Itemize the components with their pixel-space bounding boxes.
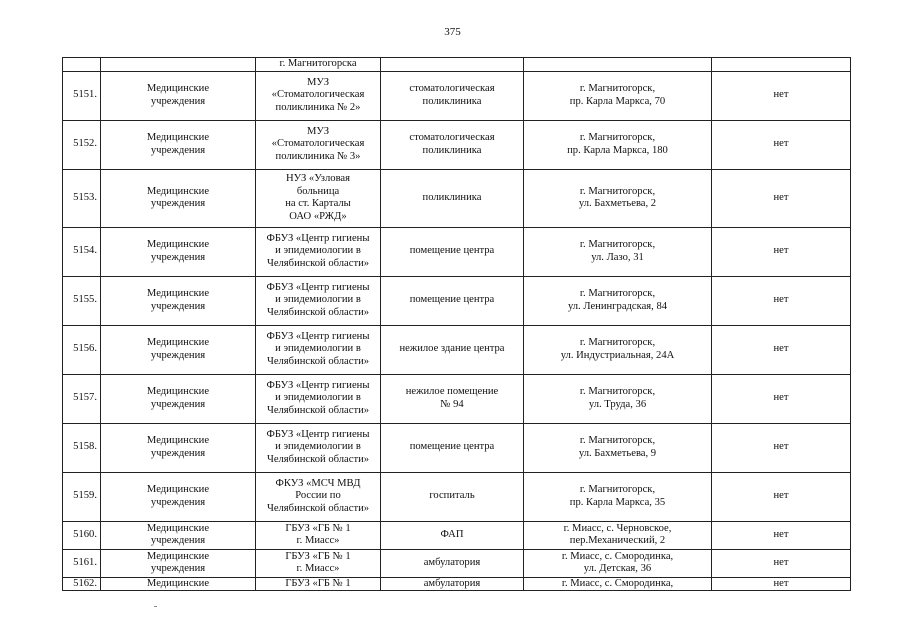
- address-cell: г. Миасс, с. Смородинка, ул. Детская, 36: [524, 549, 712, 577]
- note-cell: нет: [712, 549, 851, 577]
- note-cell: нет: [712, 227, 851, 276]
- category-cell: Медицинские учреждения: [101, 423, 256, 472]
- note-cell: нет: [712, 472, 851, 521]
- address-cell: [524, 58, 712, 72]
- row-number-cell: 5156.: [63, 325, 101, 374]
- organization-cell: ГБУЗ «ГБ № 1: [256, 577, 381, 591]
- organization-cell: ФБУЗ «Центр гигиены и эпидемиологии в Челябинской области»: [256, 423, 381, 472]
- category-cell: Медицинские учреждения: [101, 276, 256, 325]
- scan-speck: [154, 606, 157, 607]
- organization-cell: ГБУЗ «ГБ № 1 г. Миасс»: [256, 549, 381, 577]
- table-row: [63, 423, 851, 472]
- facility-type-cell: ФАП: [381, 521, 524, 549]
- table-row: [63, 521, 851, 549]
- address-cell: г. Магнитогорск, пр. Карла Маркса, 180: [524, 120, 712, 169]
- organization-cell: ФБУЗ «Центр гигиены и эпидемиологии в Челябинской области»: [256, 325, 381, 374]
- organization-cell: ГБУЗ «ГБ № 1 г. Миасс»: [256, 521, 381, 549]
- note-cell: нет: [712, 276, 851, 325]
- organization-cell: ФБУЗ «Центр гигиены и эпидемиологии в Челябинской области»: [256, 276, 381, 325]
- facility-type-cell: [381, 58, 524, 72]
- facility-type-cell: нежилое здание центра: [381, 325, 524, 374]
- note-cell: нет: [712, 169, 851, 227]
- organization-cell: МУЗ «Стоматологическая поликлиника № 3»: [256, 120, 381, 169]
- table-row: [63, 169, 851, 227]
- address-cell: г. Миасс, с. Смородинка,: [524, 577, 712, 591]
- table-row: [63, 71, 851, 120]
- organization-cell: МУЗ «Стоматологическая поликлиника № 2»: [256, 71, 381, 120]
- category-cell: Медицинские учреждения: [101, 374, 256, 423]
- table-row-continuation: [63, 58, 851, 72]
- note-cell: нет: [712, 325, 851, 374]
- row-number-cell: 5158.: [63, 423, 101, 472]
- organization-cell: ФБУЗ «Центр гигиены и эпидемиологии в Челябинской области»: [256, 227, 381, 276]
- address-cell: г. Магнитогорск, ул. Ленинградская, 84: [524, 276, 712, 325]
- category-cell: [101, 58, 256, 72]
- row-number-cell: 5157.: [63, 374, 101, 423]
- facility-type-cell: амбулатория: [381, 549, 524, 577]
- table-row: [63, 276, 851, 325]
- note-cell: нет: [712, 577, 851, 591]
- registry-table: [62, 57, 851, 591]
- table-row: [63, 374, 851, 423]
- address-cell: г. Магнитогорск, ул. Труда, 36: [524, 374, 712, 423]
- page-number: 375: [444, 26, 461, 38]
- organization-cell: ФКУЗ «МСЧ МВД России по Челябинской области»: [256, 472, 381, 521]
- category-cell: Медицинские учреждения: [101, 71, 256, 120]
- facility-type-cell: амбулатория: [381, 577, 524, 591]
- category-cell: Медицинские учреждения: [101, 472, 256, 521]
- address-cell: г. Магнитогорск, ул. Лазо, 31: [524, 227, 712, 276]
- facility-type-cell: госпиталь: [381, 472, 524, 521]
- row-number-cell: 5162.: [63, 577, 101, 591]
- row-number-cell: 5159.: [63, 472, 101, 521]
- row-number-cell: 5160.: [63, 521, 101, 549]
- facility-type-cell: помещение центра: [381, 423, 524, 472]
- facility-type-cell: стоматологическая поликлиника: [381, 120, 524, 169]
- row-number-cell: [63, 58, 101, 72]
- address-cell: г. Магнитогорск, ул. Бахметьева, 2: [524, 169, 712, 227]
- note-cell: нет: [712, 374, 851, 423]
- note-cell: нет: [712, 423, 851, 472]
- category-cell: Медицинские учреждения: [101, 227, 256, 276]
- address-cell: г. Магнитогорск, пр. Карла Маркса, 35: [524, 472, 712, 521]
- facility-type-cell: стоматологическая поликлиника: [381, 71, 524, 120]
- row-number-cell: 5161.: [63, 549, 101, 577]
- note-cell: [712, 58, 851, 72]
- table-row: [63, 120, 851, 169]
- facility-type-cell: поликлиника: [381, 169, 524, 227]
- facility-type-cell: помещение центра: [381, 227, 524, 276]
- category-cell: Медицинские: [101, 577, 256, 591]
- table-row: [63, 549, 851, 577]
- category-cell: Медицинские учреждения: [101, 521, 256, 549]
- address-cell: г. Магнитогорск, ул. Бахметьева, 9: [524, 423, 712, 472]
- facility-type-cell: помещение центра: [381, 276, 524, 325]
- row-number-cell: 5151.: [63, 71, 101, 120]
- table-row: [63, 577, 851, 591]
- facility-type-cell: нежилое помещение № 94: [381, 374, 524, 423]
- category-cell: Медицинские учреждения: [101, 549, 256, 577]
- row-number-cell: 5155.: [63, 276, 101, 325]
- category-cell: Медицинские учреждения: [101, 120, 256, 169]
- table-row: [63, 472, 851, 521]
- address-cell: г. Магнитогорск, ул. Индустриальная, 24А: [524, 325, 712, 374]
- note-cell: нет: [712, 521, 851, 549]
- organization-cell: г. Магнитогорска: [256, 58, 381, 72]
- category-cell: Медицинские учреждения: [101, 325, 256, 374]
- table-row: [63, 325, 851, 374]
- organization-cell: ФБУЗ «Центр гигиены и эпидемиологии в Челябинской области»: [256, 374, 381, 423]
- row-number-cell: 5153.: [63, 169, 101, 227]
- table-row: [63, 227, 851, 276]
- address-cell: г. Магнитогорск, пр. Карла Маркса, 70: [524, 71, 712, 120]
- note-cell: нет: [712, 71, 851, 120]
- organization-cell: НУЗ «Узловая больница на ст. Карталы ОАО «РЖД»: [256, 169, 381, 227]
- category-cell: Медицинские учреждения: [101, 169, 256, 227]
- row-number-cell: 5152.: [63, 120, 101, 169]
- note-cell: нет: [712, 120, 851, 169]
- row-number-cell: 5154.: [63, 227, 101, 276]
- address-cell: г. Миасс, с. Черновское, пер.Механический, 2: [524, 521, 712, 549]
